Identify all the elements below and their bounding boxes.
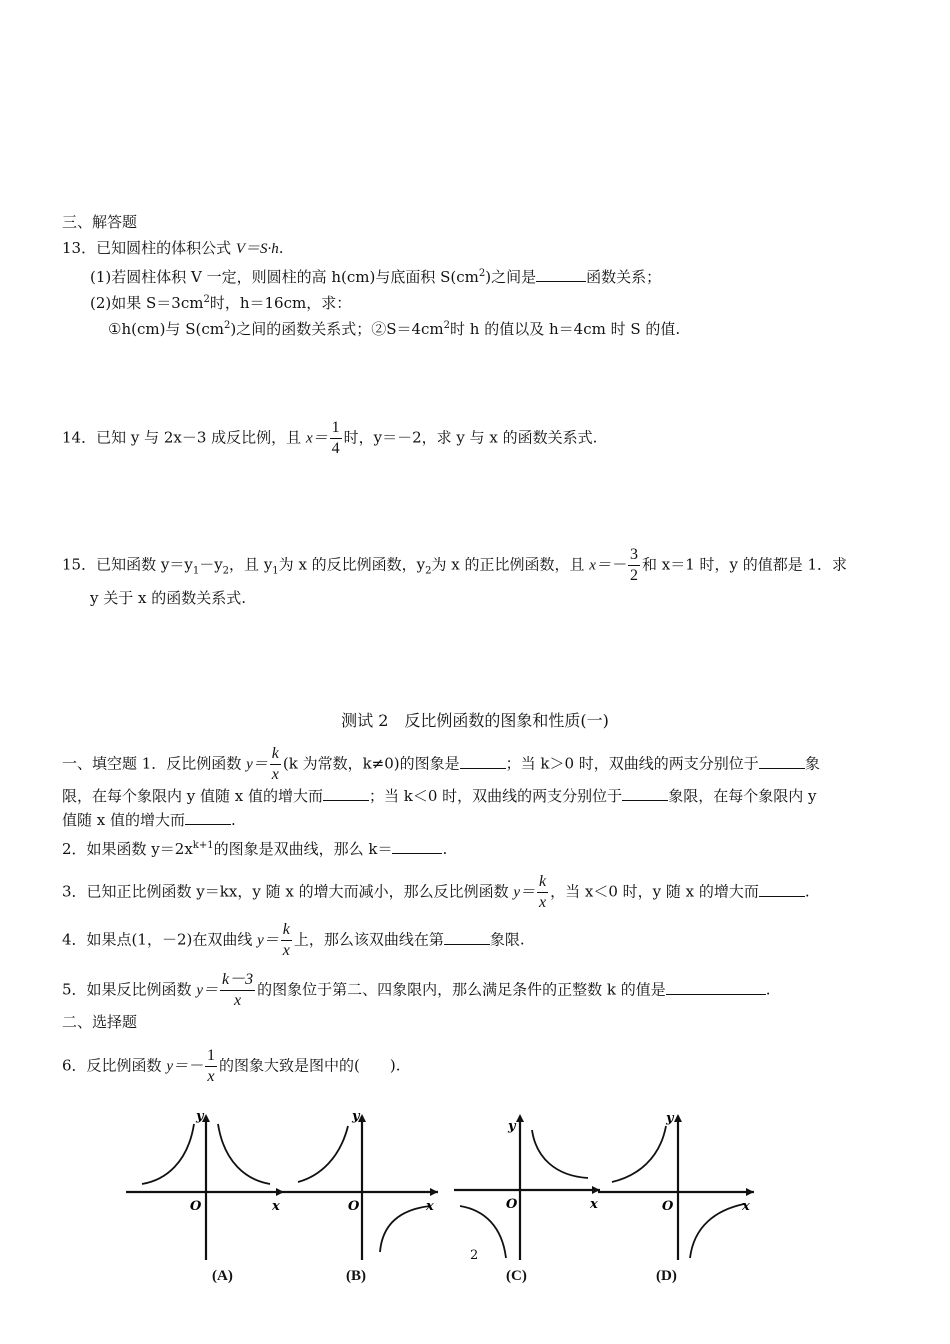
q6-num: 1	[206, 1047, 215, 1064]
q1-prefix: 一、填空题 1．反比例函数	[62, 754, 247, 773]
answer-blank[interactable]	[759, 754, 805, 769]
q1-line3-a: 值随 x 值的增大而	[62, 811, 185, 829]
page-number: 2	[470, 1248, 479, 1263]
q13-part1-sup: 2	[478, 268, 486, 279]
question-13-stem	[62, 238, 284, 259]
q15-x-eq: x＝－	[589, 557, 626, 574]
graph-c-origin: O	[506, 1197, 518, 1212]
q15-den: 2	[629, 567, 638, 584]
q6-y-eq: y＝－	[166, 1058, 203, 1075]
graph-b-origin: O	[348, 1199, 360, 1214]
graph-d-x-label: x	[742, 1199, 750, 1214]
q13-stem-prefix: 13．已知圆柱的体积公式	[62, 239, 236, 257]
q15-num: 3	[629, 546, 638, 563]
answer-blank[interactable]	[323, 786, 369, 801]
answer-blank[interactable]	[759, 882, 805, 897]
q1-den: x	[271, 766, 279, 783]
q15-sub2: 2	[222, 565, 230, 577]
answer-blank[interactable]	[460, 754, 506, 769]
graph-a[interactable]	[126, 1112, 286, 1262]
q2-sup: k+1	[192, 840, 214, 851]
answer-blank[interactable]	[536, 267, 586, 282]
graph-b-x-label: x	[426, 1199, 434, 1214]
question-6	[62, 1046, 400, 1087]
q13-part2c-b: )之间的函数关系式；②S＝4cm	[230, 320, 444, 338]
q5-mid: 的图象位于第二、四象限内，那么满足条件的正整数 k 的值是	[257, 980, 666, 999]
section-heading-choice: 二、选择题	[62, 1013, 138, 1031]
q13-part1-b: )之间是	[485, 268, 537, 286]
q1-fraction	[270, 744, 281, 785]
q15-suffix: 和 x＝1 时，y 的值都是 1．求	[641, 555, 848, 574]
answer-blank[interactable]	[185, 810, 231, 825]
q14-prefix: 14．已知 y 与 2x－3 成反比例，且	[62, 428, 306, 447]
q15-mid4: 为 x 的正比例函数，且	[431, 555, 590, 574]
q4-prefix: 4．如果点(1，－2)在双曲线	[62, 930, 258, 949]
q4-fraction	[281, 920, 292, 961]
question-15-line-2: y 关于 x 的函数关系式.	[90, 589, 247, 607]
q13-part2-a: (2)如果 S＝3cm	[90, 294, 204, 312]
q1-num: k	[271, 745, 279, 762]
q13-part2-b: 时，h＝16cm，求：	[209, 294, 352, 312]
q3-mid: ，当 x＜0 时，y 随 x 的增大而	[550, 882, 759, 901]
question-1-line-2	[62, 786, 816, 806]
answer-blank[interactable]	[444, 930, 490, 945]
q15-fraction	[628, 545, 640, 586]
question-2	[62, 836, 447, 859]
q5-num: k－3	[221, 971, 254, 988]
q14-x-eq: x＝	[305, 430, 328, 447]
q14-suffix: 时，y＝－2，求 y 与 x 的函数关系式.	[343, 428, 598, 447]
question-5	[62, 970, 771, 1011]
q5-fraction	[220, 970, 255, 1011]
q13-part1-c: 函数关系；	[586, 268, 662, 286]
q3-den: x	[539, 894, 547, 911]
graph-d-y-label: y	[666, 1112, 674, 1126]
q13-part2c-sup: 2	[223, 320, 231, 331]
graph-a-x-label: x	[272, 1199, 280, 1214]
q13-part1-a: (1)若圆柱体积 V 一定，则圆柱的高 h(cm)与底面积 S(cm	[90, 268, 479, 286]
q4-den: x	[282, 942, 290, 959]
q4-num: k	[282, 921, 290, 938]
q15-sub1: 1	[192, 565, 200, 577]
graph-c[interactable]	[440, 1112, 602, 1262]
q2-prefix: 2．如果函数 y＝2x	[62, 840, 193, 858]
q14-den: 4	[331, 440, 340, 457]
q6-fraction	[205, 1046, 217, 1087]
q1-mid2: ；当 k＞0 时，双曲线的两支分别位于	[505, 754, 759, 773]
answer-blank[interactable]	[666, 980, 766, 995]
q3-prefix: 3．已知正比例函数 y＝kx，y 随 x 的增大而减小，那么反比例函数	[62, 882, 514, 901]
graph-a-origin: O	[190, 1199, 202, 1214]
q15-sub4: 2	[425, 565, 432, 577]
question-1-line-3	[62, 810, 236, 830]
q15-mid2: ，且 y	[229, 555, 273, 574]
q15-prefix: 15．已知函数 y＝y	[62, 555, 193, 574]
answer-blank[interactable]	[622, 786, 668, 801]
q3-end: .	[804, 882, 810, 901]
q5-end: .	[765, 980, 771, 999]
q3-fraction	[537, 872, 548, 913]
q1-line2-c: 象限，在每个象限内 y	[668, 787, 817, 805]
question-14	[62, 418, 597, 459]
q3-y-eq: y＝	[513, 884, 536, 901]
q13-part2c-sup2: 2	[443, 320, 451, 331]
q15-sub3: 1	[272, 565, 279, 577]
q14-fraction	[330, 418, 342, 459]
graph-b-caption: (B)	[346, 1268, 366, 1284]
q6-suffix: 的图象大致是图中的( ).	[218, 1056, 401, 1075]
q15-mid3: 为 x 的反比例函数，y	[278, 555, 426, 574]
graph-d-caption: (D)	[656, 1268, 677, 1284]
graph-b-y-label: y	[352, 1112, 360, 1124]
q15-mid1: －y	[199, 555, 223, 574]
graph-c-caption: (C)	[506, 1268, 527, 1284]
q13-formula: V＝S·h	[235, 241, 279, 257]
q2-end: .	[442, 840, 448, 858]
q2-mid: 的图象是双曲线，那么 k＝	[213, 840, 393, 858]
question-13-part-2-items	[108, 316, 680, 339]
q4-y-eq: y＝	[257, 932, 279, 949]
question-13-part-2	[90, 290, 351, 313]
q1-line2-a: 限，在每个象限内 y 值随 x 值的增大而	[62, 787, 324, 805]
question-15	[62, 545, 847, 586]
q5-den: x	[220, 990, 255, 1011]
q13-part2c-c: 时 h 的值以及 h＝4cm 时 S 的值.	[450, 320, 681, 338]
q1-end: 象	[804, 754, 820, 773]
graph-c-y-label: y	[508, 1119, 516, 1134]
question-3	[62, 872, 810, 913]
answer-blank[interactable]	[392, 839, 442, 854]
q3-num: k	[539, 873, 547, 890]
q5-prefix: 5．如果反比例函数	[62, 980, 197, 999]
q1-line2-b: ；当 k＜0 时，双曲线的两支分别位于	[369, 787, 623, 805]
q4-mid: 上，那么该双曲线在第	[293, 930, 444, 949]
q1-line3-b: .	[231, 811, 236, 829]
q6-prefix: 6．反比例函数	[62, 1056, 167, 1075]
question-1-line-1	[62, 744, 820, 785]
question-13-part-1	[90, 264, 661, 287]
graph-a-caption: (A)	[212, 1268, 233, 1284]
q1-y-eq: y＝	[246, 756, 268, 773]
graph-a-y-label: y	[196, 1112, 204, 1124]
q4-end: 象限.	[489, 930, 525, 949]
q13-part2-sup: 2	[203, 294, 210, 305]
q13-stem-suffix: .	[278, 239, 284, 257]
graph-d[interactable]	[598, 1112, 758, 1262]
graph-b[interactable]	[284, 1112, 444, 1262]
q13-part2c-a: ①h(cm)与 S(cm	[108, 320, 224, 338]
test-2-title: 测试 2 反比例函数的图象和性质(一)	[341, 711, 609, 730]
graph-c-x-label: x	[590, 1197, 598, 1212]
q14-num: 1	[331, 419, 340, 436]
q6-den: x	[205, 1066, 217, 1087]
q1-mid: (k 为常数，k≠0)的图象是	[282, 754, 460, 773]
q5-y-eq: y＝	[196, 982, 218, 999]
section-heading-answers: 三、解答题	[62, 213, 138, 231]
question-4	[62, 920, 525, 961]
graph-d-origin: O	[662, 1199, 674, 1214]
